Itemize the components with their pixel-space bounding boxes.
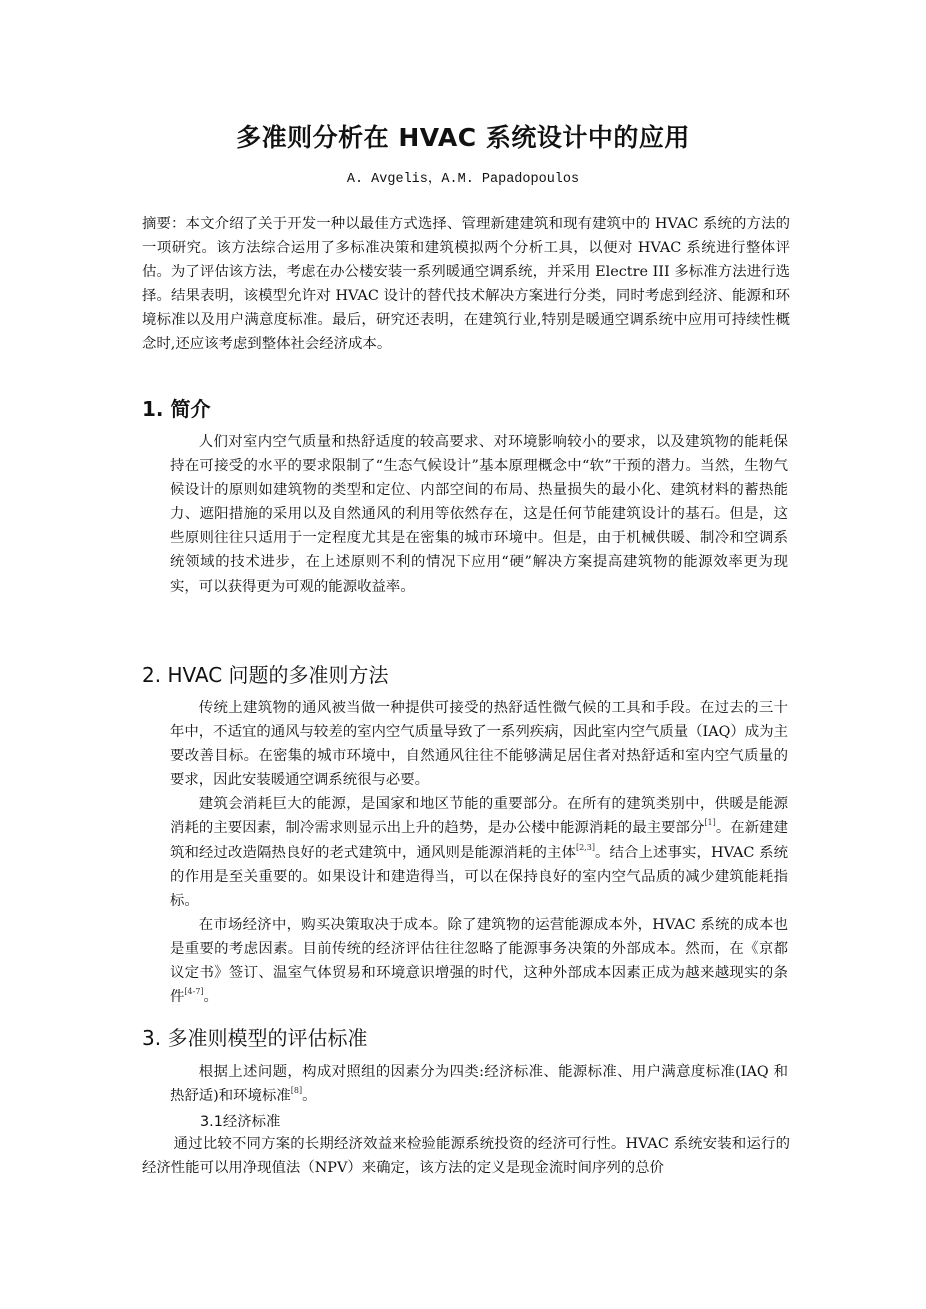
citation-1: [1] [704, 818, 716, 828]
paper-title: 多准则分析在 HVAC 系统设计中的应用 [236, 123, 690, 152]
citation-8: [8] [290, 1086, 303, 1096]
section-1-heading: 1. 简介 [142, 397, 211, 421]
citation-4-7: [4-7] [184, 987, 204, 997]
subsection-3-1-body [142, 1132, 790, 1180]
section-3-paragraph-1: 根据上述问题，构成对照组的因素分为四类:经济标准、能源标准、用户满意度标准(IAQ 和热舒适)和环境标准[8]。 [170, 1064, 788, 1105]
paper-authors: A. Avgelis，A.M. Papadopoulos [346, 172, 580, 187]
section-2-heading: 2. HVAC 问题的多准则方法 [142, 663, 389, 687]
section-3-body [170, 1060, 788, 1108]
section-2-body [170, 696, 788, 1009]
section-1-paragraph: 人们对室内空气质量和热舒适度的较高要求、对环境影响较小的要求，以及建筑物的能耗保持在可接受的水平的要求限制了“生态气候设计”基本原理概念中“软”干预的潜力。当然，生物气候设计的原则如建筑物的类型和定位、内部空间的布局、热量损失的最小化、建筑材料的蓄热能力、遮阳措施的采用以及自然通风的利用等依然存在，这是任何节能建筑设计的基石。但是，这些原则往往只适用于一定程度尤其是在密集的城市环境中。但是，由于机械供暖、制冷和空调系统领域的技术进步，在上述原则不利的情况下应用“硬”解决方案提高建筑物的能源效率更为现实，可以获得更为可观的能源收益率。 [170, 434, 788, 595]
section-2-paragraph-3: 在市场经济中，购买决策取决于成本。除了建筑物的运营能源成本外，HVAC 系统的成本也是重要的考虑因素。目前传统的经济评估往往忽略了能源事务决策的外部成本。然而，在《京都议定书》签订、温室气体贸易和环境意识增强的时代，这种外部成本因素正成为越来越现实的条件[4-7]。 [170, 916, 788, 1006]
section-2-paragraph-2: 建筑会消耗巨大的能源，是国家和地区节能的重要部分。在所有的建筑类别中，供暖是能源消耗的主要因素，制冷需求则显示出上升的趋势，是办公楼中能源消耗的最主要部分[1]。在新建建筑和经过改造隔热良好的老式建筑中，通风则是能源消耗的主体[2,3]。结合上述事实，HVAC 系统的作用是至关重要的。如果设计和建造得当，可以在保持良好的室内空气品质的减少建筑能耗指标。 [170, 796, 788, 909]
section-2-paragraph-1: 传统上建筑物的通风被当做一种提供可接受的热舒适性微气候的工具和手段。在过去的三十年中，不适宜的通风与较差的室内空气质量导致了一系列疾病，因此室内空气质量（IAQ）成为主要改善目标。在密集的城市环境中，自然通风往往不能够满足居住者对热舒适和室内空气质量的要求，因此安装暖通空调系统很与必要。 [170, 700, 788, 789]
subsection-3-1-heading: 3.1经济标准 [200, 1114, 281, 1130]
section-1-body [170, 430, 788, 599]
subsection-3-1-paragraph: 通过比较不同方案的长期经济效益来检验能源系统投资的经济可行性。HVAC 系统安装和运行的经济性能可以用净现值法（NPV）来确定，该方法的定义是现金流时间序列的总价 [142, 1136, 790, 1177]
section-3-heading: 3. 多准则模型的评估标准 [142, 1026, 368, 1050]
citation-2-3: [2,3] [575, 842, 595, 852]
abstract-paragraph: 摘要：本文介绍了关于开发一种以最佳方式选择、管理新建建筑和现有建筑中的 HVAC 系统的方法的一项研究。该方法综合运用了多标准决策和建筑模拟两个分析工具，以便对 HVAC 系统进行整体评估。为了评估该方法，考虑在办公楼安装一系列暖通空调系统，并采用 Electre III 多标准方法进行选择。结果表明，该模型允许对 HVAC 设计的替代技术解决方案进行分类，同时考虑到经济、能源和环境标准以及用户满意度标准。最后，研究还表明，在建筑行业,特别是暖通空调系统中应用可持续性概念时,还应该考虑到整体社会经济成本。 [142, 216, 790, 353]
